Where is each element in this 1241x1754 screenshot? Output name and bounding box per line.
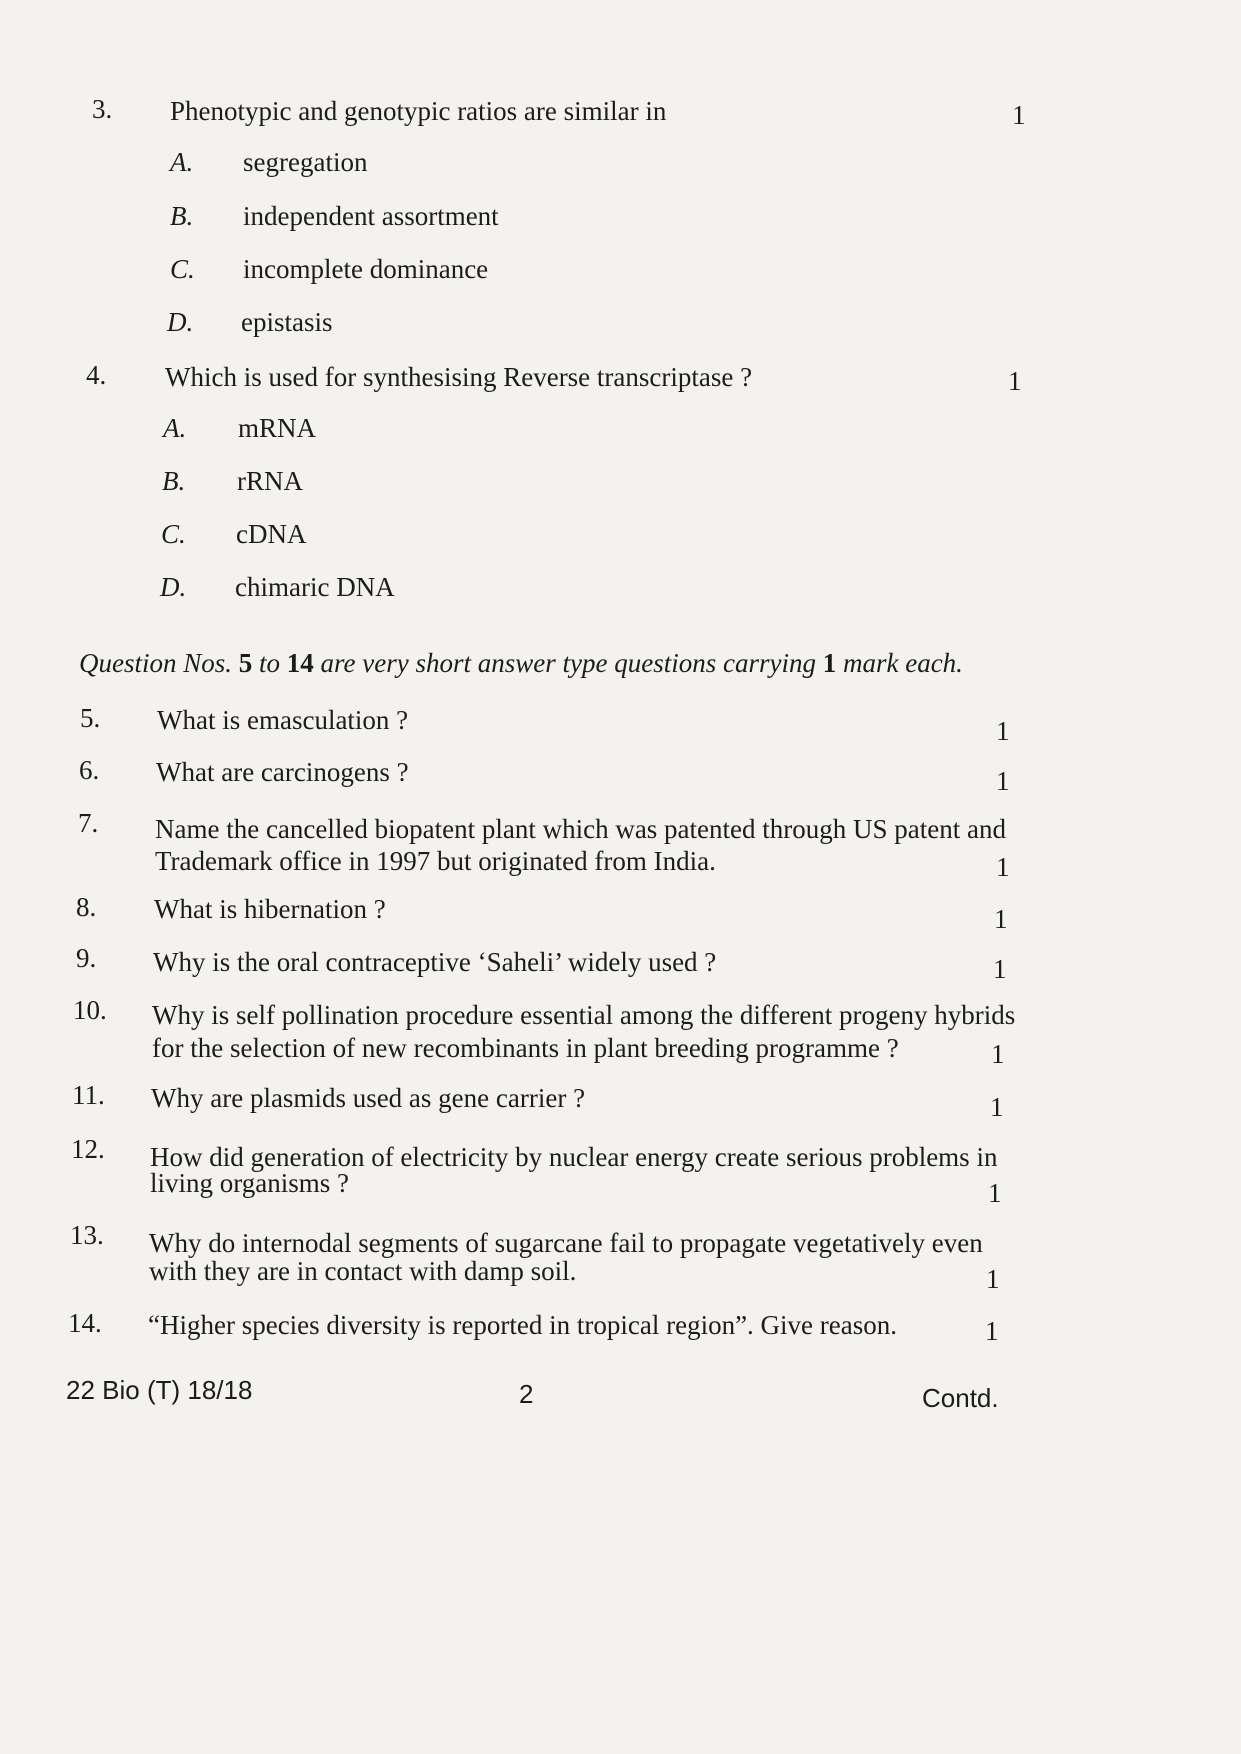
option-letter: B. [170, 201, 194, 231]
question-marks: 1 [988, 1178, 1002, 1208]
question-marks: 1 [986, 1264, 1000, 1294]
question-text: “Higher species diversity is reported in tropical region”. Give reason. [148, 1310, 897, 1340]
option-text: segregation [243, 147, 368, 177]
question-marks: 1 [996, 716, 1010, 746]
instruction-text: mark each. [836, 648, 963, 678]
question-number: 11. [72, 1080, 105, 1110]
question-text-line: Why is self pollination procedure essential among the different progeny hybrids [152, 1000, 1016, 1030]
question-number: 13. [70, 1220, 104, 1250]
question-text-line: Why do internodal segments of sugarcane fail to propagate vegetatively even [149, 1228, 983, 1258]
option-text: rRNA [237, 466, 303, 496]
question-marks: 1 [996, 766, 1010, 796]
question-number: 7. [78, 808, 99, 838]
question-text: Why are plasmids used as gene carrier ? [151, 1083, 586, 1113]
question-number: 14. [68, 1308, 102, 1338]
question-text: What is emasculation ? [157, 705, 409, 735]
question-text: Which is used for synthesising Reverse transcriptase ? [165, 362, 753, 392]
option-letter: A. [170, 147, 194, 177]
option-letter: B. [162, 466, 186, 496]
question-number: 3. [92, 94, 113, 124]
option-letter: C. [161, 519, 186, 549]
question-number: 5. [80, 703, 101, 733]
question-marks: 1 [985, 1316, 999, 1346]
instruction-text: are very short answer type questions carrying [313, 648, 823, 678]
instruction-number: 1 [822, 648, 837, 678]
instruction-number: 5 [238, 648, 253, 678]
question-text-line: Trademark office in 1997 but originated from India. [155, 846, 716, 876]
option-text: epistasis [241, 307, 333, 337]
option-letter: A. [163, 413, 187, 443]
question-marks: 1 [1012, 100, 1026, 130]
option-text: incomplete dominance [243, 254, 489, 284]
option-text: mRNA [238, 413, 317, 443]
instruction-number: 14 [286, 648, 314, 678]
option-letter: D. [160, 572, 187, 602]
question-text-line: How did generation of electricity by nuclear energy create serious problems in [150, 1142, 998, 1172]
question-text-line: Name the cancelled biopatent plant which was patented through US patent and [155, 814, 1006, 844]
question-text: What are carcinogens ? [156, 757, 409, 787]
question-text: Why is the oral contraceptive ‘Saheli’ widely used ? [153, 947, 717, 977]
question-text-line: living organisms ? [150, 1168, 349, 1198]
question-number: 6. [79, 755, 100, 785]
question-number: 8. [76, 892, 97, 922]
option-text: chimaric DNA [235, 572, 395, 602]
page-number: 2 [519, 1379, 534, 1409]
section-instruction [79, 646, 963, 680]
question-marks: 1 [990, 1092, 1004, 1122]
question-marks: 1 [993, 954, 1007, 984]
option-text: independent assortment [243, 201, 499, 231]
question-number: 9. [76, 943, 97, 973]
question-text-line: for the selection of new recombinants in plant breeding programme ? [152, 1033, 899, 1063]
option-text: cDNA [236, 519, 307, 549]
paper-code: 22 Bio (T) 18/18 [66, 1375, 253, 1405]
continued-label: Contd. [922, 1383, 999, 1413]
question-marks: 1 [1008, 366, 1022, 396]
question-marks: 1 [994, 904, 1008, 934]
question-number: 4. [86, 360, 107, 390]
question-marks: 1 [991, 1039, 1005, 1069]
question-text-line: with they are in contact with damp soil. [149, 1256, 577, 1286]
instruction-text: Question Nos. [79, 648, 239, 678]
question-text: Phenotypic and genotypic ratios are similar in [170, 96, 667, 126]
option-letter: D. [167, 307, 194, 337]
question-number: 12. [71, 1134, 105, 1164]
instruction-text: to [252, 648, 287, 678]
question-text: What is hibernation ? [154, 894, 386, 924]
option-letter: C. [170, 254, 195, 284]
question-marks: 1 [996, 852, 1010, 882]
question-number: 10. [73, 995, 107, 1025]
